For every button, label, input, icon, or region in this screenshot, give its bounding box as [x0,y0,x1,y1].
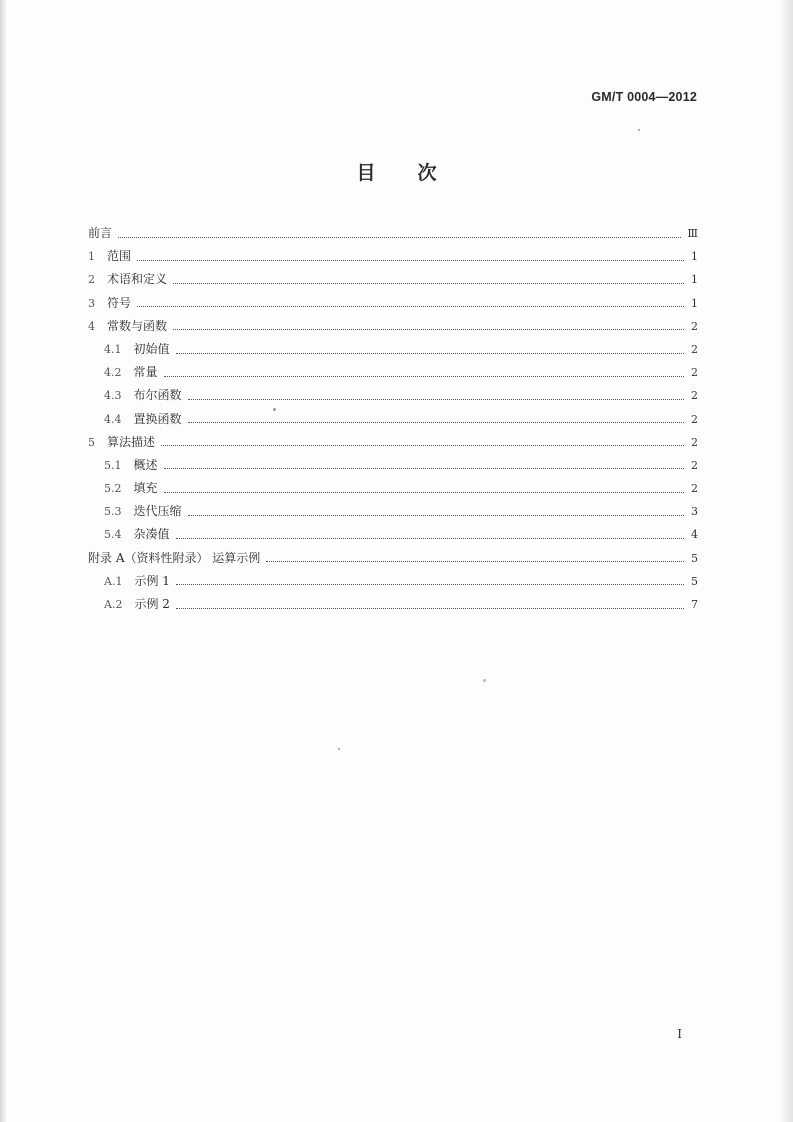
toc-entry [88,361,698,384]
toc-entry-page: 2 [691,319,698,333]
toc-entry [88,268,698,291]
toc-entry [88,408,698,431]
toc-entry-page: 5 [691,574,698,588]
dot-leader [176,352,684,354]
toc-entry-page: 5 [691,551,698,565]
dot-leader [137,259,684,261]
toc-entry-page: 4 [691,528,698,542]
toc-entry-page: 2 [691,366,698,380]
toc-entry-page: 2 [691,342,698,356]
toc-entry [88,477,698,500]
toc-entry-page: 1 [691,296,698,310]
dot-leader [161,444,684,446]
dot-leader [176,537,684,539]
dot-leader [266,560,684,562]
scan-speck [483,679,486,682]
toc-entry [88,500,698,523]
title-char-2: 次 [417,162,437,184]
dot-leader [176,607,684,609]
toc-entry-title: 常量 [133,365,158,380]
scan-speck [273,408,276,411]
toc-entry [88,523,698,546]
dot-leader [188,398,684,400]
toc-entry-number: 4.2 [104,366,122,380]
toc-entry [88,431,698,454]
toc-entry-page: 7 [691,598,698,611]
scan-speck [638,129,640,131]
toc-entry-number: 4.4 [104,412,122,426]
toc-entry-number: 4.1 [104,342,122,356]
toc-entry-title: 前言 [88,226,113,240]
toc-entry-page: Ⅲ [687,227,698,240]
toc-entry-title: 置换函数 [133,411,182,426]
toc-entry [88,384,698,407]
toc-entry-title: 算法描述 [107,434,156,449]
dot-leader [188,514,684,516]
toc-entry-number: 5.1 [104,458,122,472]
toc-entry-page: 2 [691,435,698,449]
page-title [0,158,793,185]
toc-entry-number: 2 [88,273,95,287]
toc-entry-number: 4 [88,319,95,333]
toc-entry [88,338,698,361]
toc-entry-title: 初始值 [133,341,170,356]
toc-entry-title: 术语和定义 [107,272,168,287]
dot-leader [118,236,681,238]
standard-code: GM/T 0004—2012 [591,90,697,104]
dot-leader [173,282,684,284]
dot-leader [164,491,684,493]
toc-entry-page: 2 [691,482,698,496]
toc-entry [88,315,698,338]
toc-entry-number: 3 [88,296,95,310]
toc-entry-title: 附录 A（资料性附录） 运算示例 [88,550,261,565]
dot-leader [137,305,684,307]
toc-entry-title: 示例 1 [134,573,170,588]
toc-entry-page: 3 [691,505,698,519]
toc-entry-page: 1 [691,250,698,264]
toc-entry [88,454,698,477]
toc-entry [88,570,698,593]
toc-entry-number: 5.4 [104,528,122,542]
toc-entry-number: A.2 [104,598,123,611]
toc-entry-number: 5 [88,435,95,449]
toc-entry-number: 4.3 [104,389,122,403]
dot-leader [164,375,684,377]
dot-leader [176,583,684,585]
toc-entry-number: 5.2 [104,482,122,496]
toc-entry-title: 示例 2 [134,597,170,611]
dot-leader [164,467,684,469]
toc-entry-title: 迭代压缩 [133,504,182,519]
toc-entry [88,593,698,616]
scan-speck [338,748,340,750]
toc-entry-title: 范围 [107,249,132,264]
toc-entry-title: 布尔函数 [133,388,182,403]
toc-entry-title: 填充 [133,481,158,496]
toc-entry [88,292,698,315]
toc-entry-page: 2 [691,412,698,426]
table-of-contents [88,222,698,616]
toc-entry-number: 1 [88,250,95,264]
page-number: I [677,1027,682,1041]
toc-entry-title: 概述 [133,457,158,472]
title-char-1: 目 [356,162,376,184]
toc-entry [88,222,698,245]
toc-entry [88,245,698,268]
toc-entry-number: A.1 [104,574,123,588]
toc-entry [88,547,698,570]
toc-entry-title: 杂凑值 [133,527,170,542]
toc-entry-title: 常数与函数 [107,318,168,333]
dot-leader [188,421,684,423]
toc-entry-page: 2 [691,389,698,403]
toc-entry-title: 符号 [107,295,132,310]
toc-entry-number: 5.3 [104,505,122,519]
dot-leader [173,328,684,330]
toc-entry-page: 2 [691,458,698,472]
toc-entry-page: 1 [691,273,698,287]
